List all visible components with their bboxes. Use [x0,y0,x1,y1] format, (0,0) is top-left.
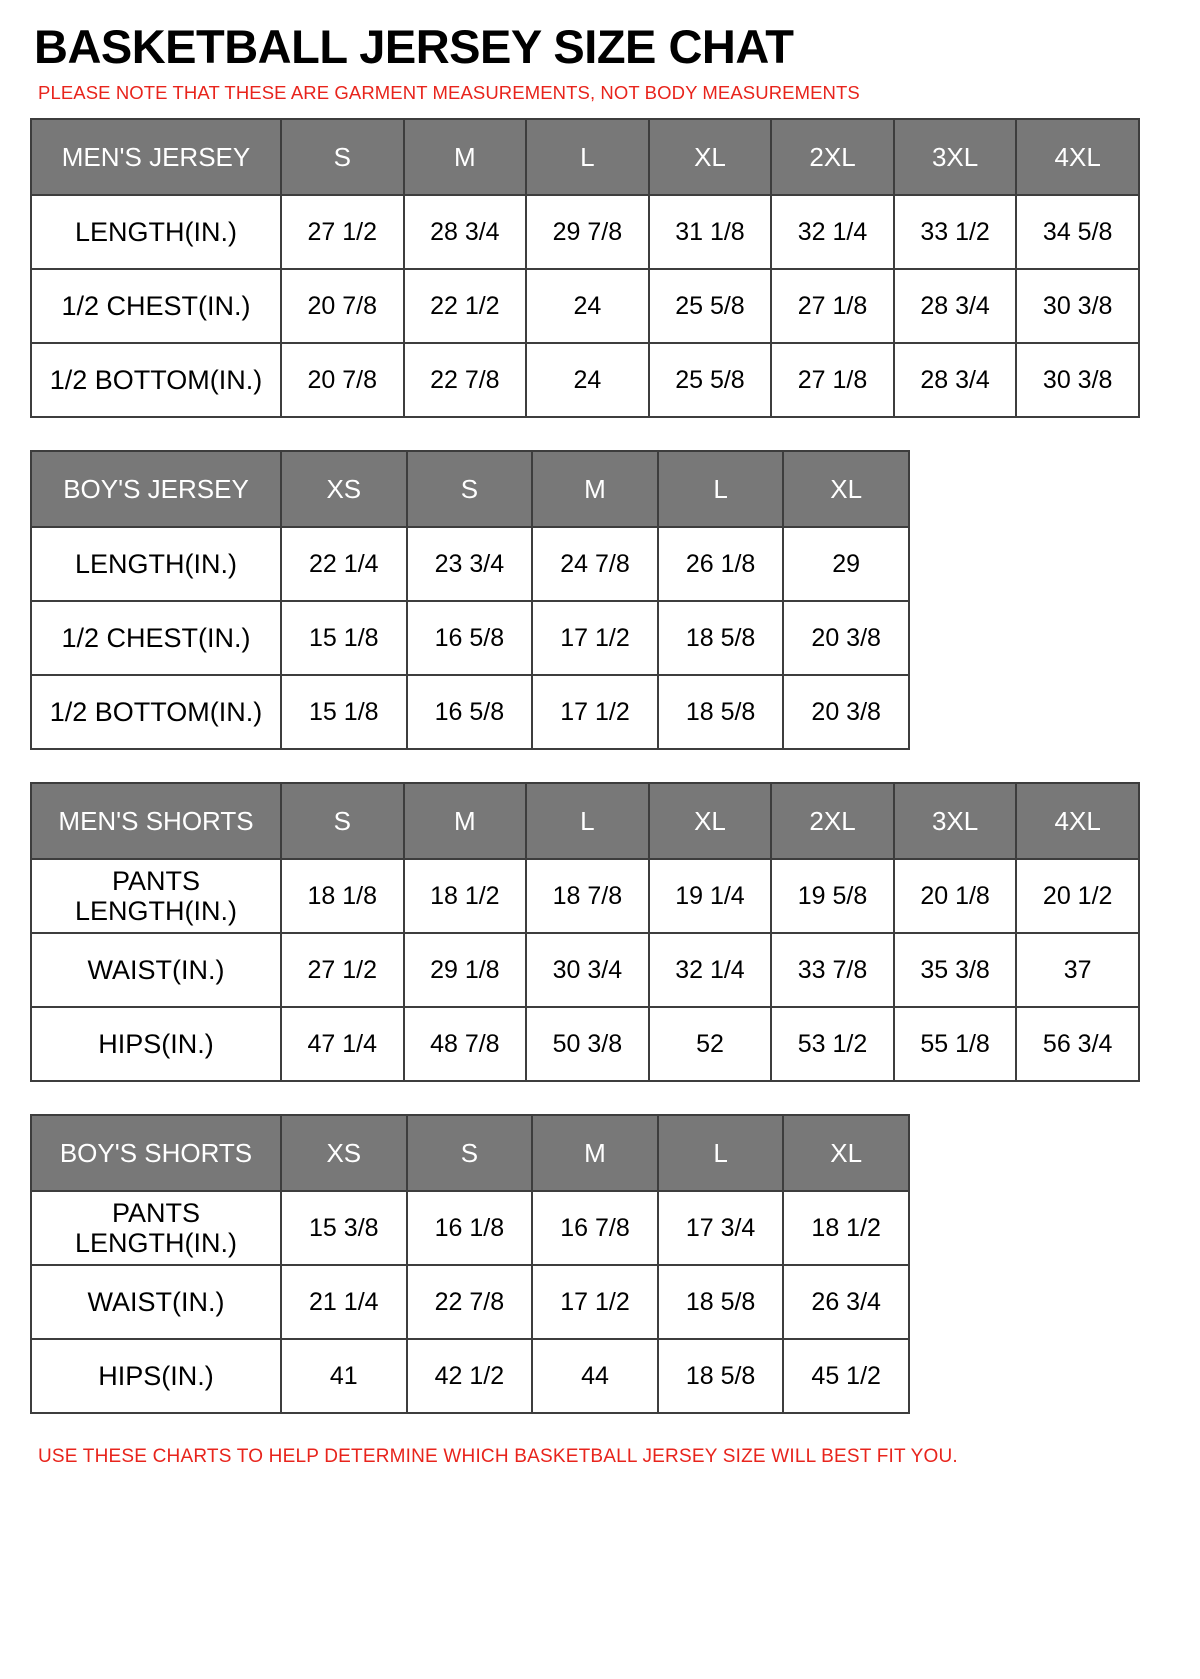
measurement-cell: 25 5/8 [649,269,772,343]
measurement-cell: 34 5/8 [1016,195,1139,269]
column-header-size: XS [281,1115,407,1191]
measurement-cell: 20 3/8 [783,601,909,675]
measurement-cell: 18 5/8 [658,601,784,675]
column-header-size: 2XL [771,119,894,195]
table-row [31,195,1139,269]
column-header-size: S [281,783,404,859]
table-row [31,675,909,749]
measurement-cell: 24 7/8 [532,527,658,601]
measurement-cell: 30 3/4 [526,933,649,1007]
row-label-line1: PANTS [111,866,200,897]
measurement-cell: 18 5/8 [658,1265,784,1339]
column-header-size: XL [649,783,772,859]
row-label: 1/2 CHEST(IN.) [31,601,281,675]
measurement-cell: 18 5/8 [658,675,784,749]
measurement-cell: 27 1/2 [281,195,404,269]
measurement-cell: 19 5/8 [771,859,894,933]
measurement-cell: 21 1/4 [281,1265,407,1339]
row-label: HIPS(IN.) [31,1339,281,1413]
column-header-size: L [658,1115,784,1191]
table-head-label: MEN'S JERSEY [31,119,281,195]
table-row [31,527,909,601]
measurement-cell: 20 1/8 [894,859,1017,933]
column-header-size: XL [783,1115,909,1191]
measurement-cell: 17 1/2 [532,1265,658,1339]
measurement-cell: 22 7/8 [407,1265,533,1339]
measurement-cell: 16 5/8 [407,675,533,749]
row-label: WAIST(IN.) [31,1265,281,1339]
measurement-cell: 17 3/4 [658,1191,784,1265]
measurement-cell: 45 1/2 [783,1339,909,1413]
table-header-row [31,1115,909,1191]
measurement-cell: 41 [281,1339,407,1413]
column-header-size: M [404,783,527,859]
measurement-cell: 27 1/2 [281,933,404,1007]
measurement-cell: 50 3/8 [526,1007,649,1081]
measurement-cell: 52 [649,1007,772,1081]
measurement-cell: 55 1/8 [894,1007,1017,1081]
row-label: HIPS(IN.) [31,1007,281,1081]
measurement-note: PLEASE NOTE THAT THESE ARE GARMENT MEASUREMENTS, NOT BODY MEASUREMENTS [38,82,860,104]
table-row [31,933,1139,1007]
size-table-mens-jersey [30,118,1140,418]
row-label: 1/2 CHEST(IN.) [31,269,281,343]
measurement-cell: 28 3/4 [404,195,527,269]
measurement-cell: 24 [526,269,649,343]
measurement-cell: 32 1/4 [649,933,772,1007]
measurement-cell: 16 1/8 [407,1191,533,1265]
measurement-cell: 24 [526,343,649,417]
row-label: 1/2 BOTTOM(IN.) [31,343,281,417]
row-label-line2: LENGTH(IN.) [75,896,237,927]
column-header-size: M [532,1115,658,1191]
table-head-label: BOY'S JERSEY [31,451,281,527]
measurement-cell: 33 7/8 [771,933,894,1007]
measurement-cell: 17 1/2 [532,601,658,675]
size-tables-container [30,118,1170,1414]
measurement-cell: 32 1/4 [771,195,894,269]
measurement-cell: 20 1/2 [1016,859,1139,933]
measurement-cell: 25 5/8 [649,343,772,417]
column-header-size: M [532,451,658,527]
column-header-size: S [407,451,533,527]
measurement-cell: 22 7/8 [404,343,527,417]
table-header-row [31,451,909,527]
size-table-mens-shorts [30,782,1140,1082]
measurement-cell: 47 1/4 [281,1007,404,1081]
table-row [31,1265,909,1339]
column-header-size: S [407,1115,533,1191]
measurement-cell: 18 7/8 [526,859,649,933]
measurement-cell: 30 3/8 [1016,269,1139,343]
column-header-size: 4XL [1016,119,1139,195]
column-header-size: 3XL [894,783,1017,859]
column-header-size: XL [783,451,909,527]
measurement-cell: 18 5/8 [658,1339,784,1413]
row-label [31,859,281,933]
measurement-cell: 27 1/8 [771,269,894,343]
measurement-cell: 20 7/8 [281,269,404,343]
page-title: BASKETBALL JERSEY SIZE CHAT [34,20,794,73]
measurement-cell: 16 5/8 [407,601,533,675]
table-row [31,343,1139,417]
row-label: 1/2 BOTTOM(IN.) [31,675,281,749]
table-row [31,859,1139,933]
column-header-size: 3XL [894,119,1017,195]
column-header-size: L [658,451,784,527]
measurement-cell: 29 [783,527,909,601]
measurement-cell: 22 1/4 [281,527,407,601]
measurement-cell: 26 3/4 [783,1265,909,1339]
measurement-cell: 44 [532,1339,658,1413]
measurement-cell: 42 1/2 [407,1339,533,1413]
measurement-cell: 28 3/4 [894,343,1017,417]
measurement-cell: 18 1/2 [783,1191,909,1265]
column-header-size: L [526,783,649,859]
measurement-cell: 17 1/2 [532,675,658,749]
measurement-cell: 27 1/8 [771,343,894,417]
measurement-cell: 18 1/8 [281,859,404,933]
table-row [31,269,1139,343]
measurement-cell: 35 3/8 [894,933,1017,1007]
measurement-cell: 15 1/8 [281,601,407,675]
column-header-size: XS [281,451,407,527]
table-head-label: MEN'S SHORTS [31,783,281,859]
measurement-cell: 37 [1016,933,1139,1007]
measurement-cell: 18 1/2 [404,859,527,933]
table-header-row [31,783,1139,859]
measurement-cell: 16 7/8 [532,1191,658,1265]
table-row [31,601,909,675]
measurement-cell: 20 7/8 [281,343,404,417]
measurement-cell: 23 3/4 [407,527,533,601]
column-header-size: XL [649,119,772,195]
measurement-cell: 29 7/8 [526,195,649,269]
measurement-cell: 15 3/8 [281,1191,407,1265]
measurement-cell: 48 7/8 [404,1007,527,1081]
measurement-cell: 56 3/4 [1016,1007,1139,1081]
measurement-cell: 30 3/8 [1016,343,1139,417]
measurement-cell: 53 1/2 [771,1007,894,1081]
size-table-boys-jersey [30,450,910,750]
column-header-size: L [526,119,649,195]
table-row [31,1007,1139,1081]
row-label-line2: LENGTH(IN.) [75,1228,237,1259]
column-header-size: 4XL [1016,783,1139,859]
table-head-label: BOY'S SHORTS [31,1115,281,1191]
row-label: LENGTH(IN.) [31,195,281,269]
table-header-row [31,119,1139,195]
measurement-cell: 28 3/4 [894,269,1017,343]
table-row [31,1191,909,1265]
measurement-cell: 22 1/2 [404,269,527,343]
measurement-cell: 19 1/4 [649,859,772,933]
column-header-size: S [281,119,404,195]
measurement-cell: 31 1/8 [649,195,772,269]
table-row [31,1339,909,1413]
row-label-line1: PANTS [111,1198,200,1229]
row-label: WAIST(IN.) [31,933,281,1007]
row-label [31,1191,281,1265]
footer-note: USE THESE CHARTS TO HELP DETERMINE WHICH BASKETBALL JERSEY SIZE WILL BEST FIT YOU. [38,1446,958,1468]
size-table-boys-shorts [30,1114,910,1414]
measurement-cell: 20 3/8 [783,675,909,749]
measurement-cell: 33 1/2 [894,195,1017,269]
column-header-size: M [404,119,527,195]
measurement-cell: 15 1/8 [281,675,407,749]
column-header-size: 2XL [771,783,894,859]
measurement-cell: 29 1/8 [404,933,527,1007]
row-label: LENGTH(IN.) [31,527,281,601]
measurement-cell: 26 1/8 [658,527,784,601]
